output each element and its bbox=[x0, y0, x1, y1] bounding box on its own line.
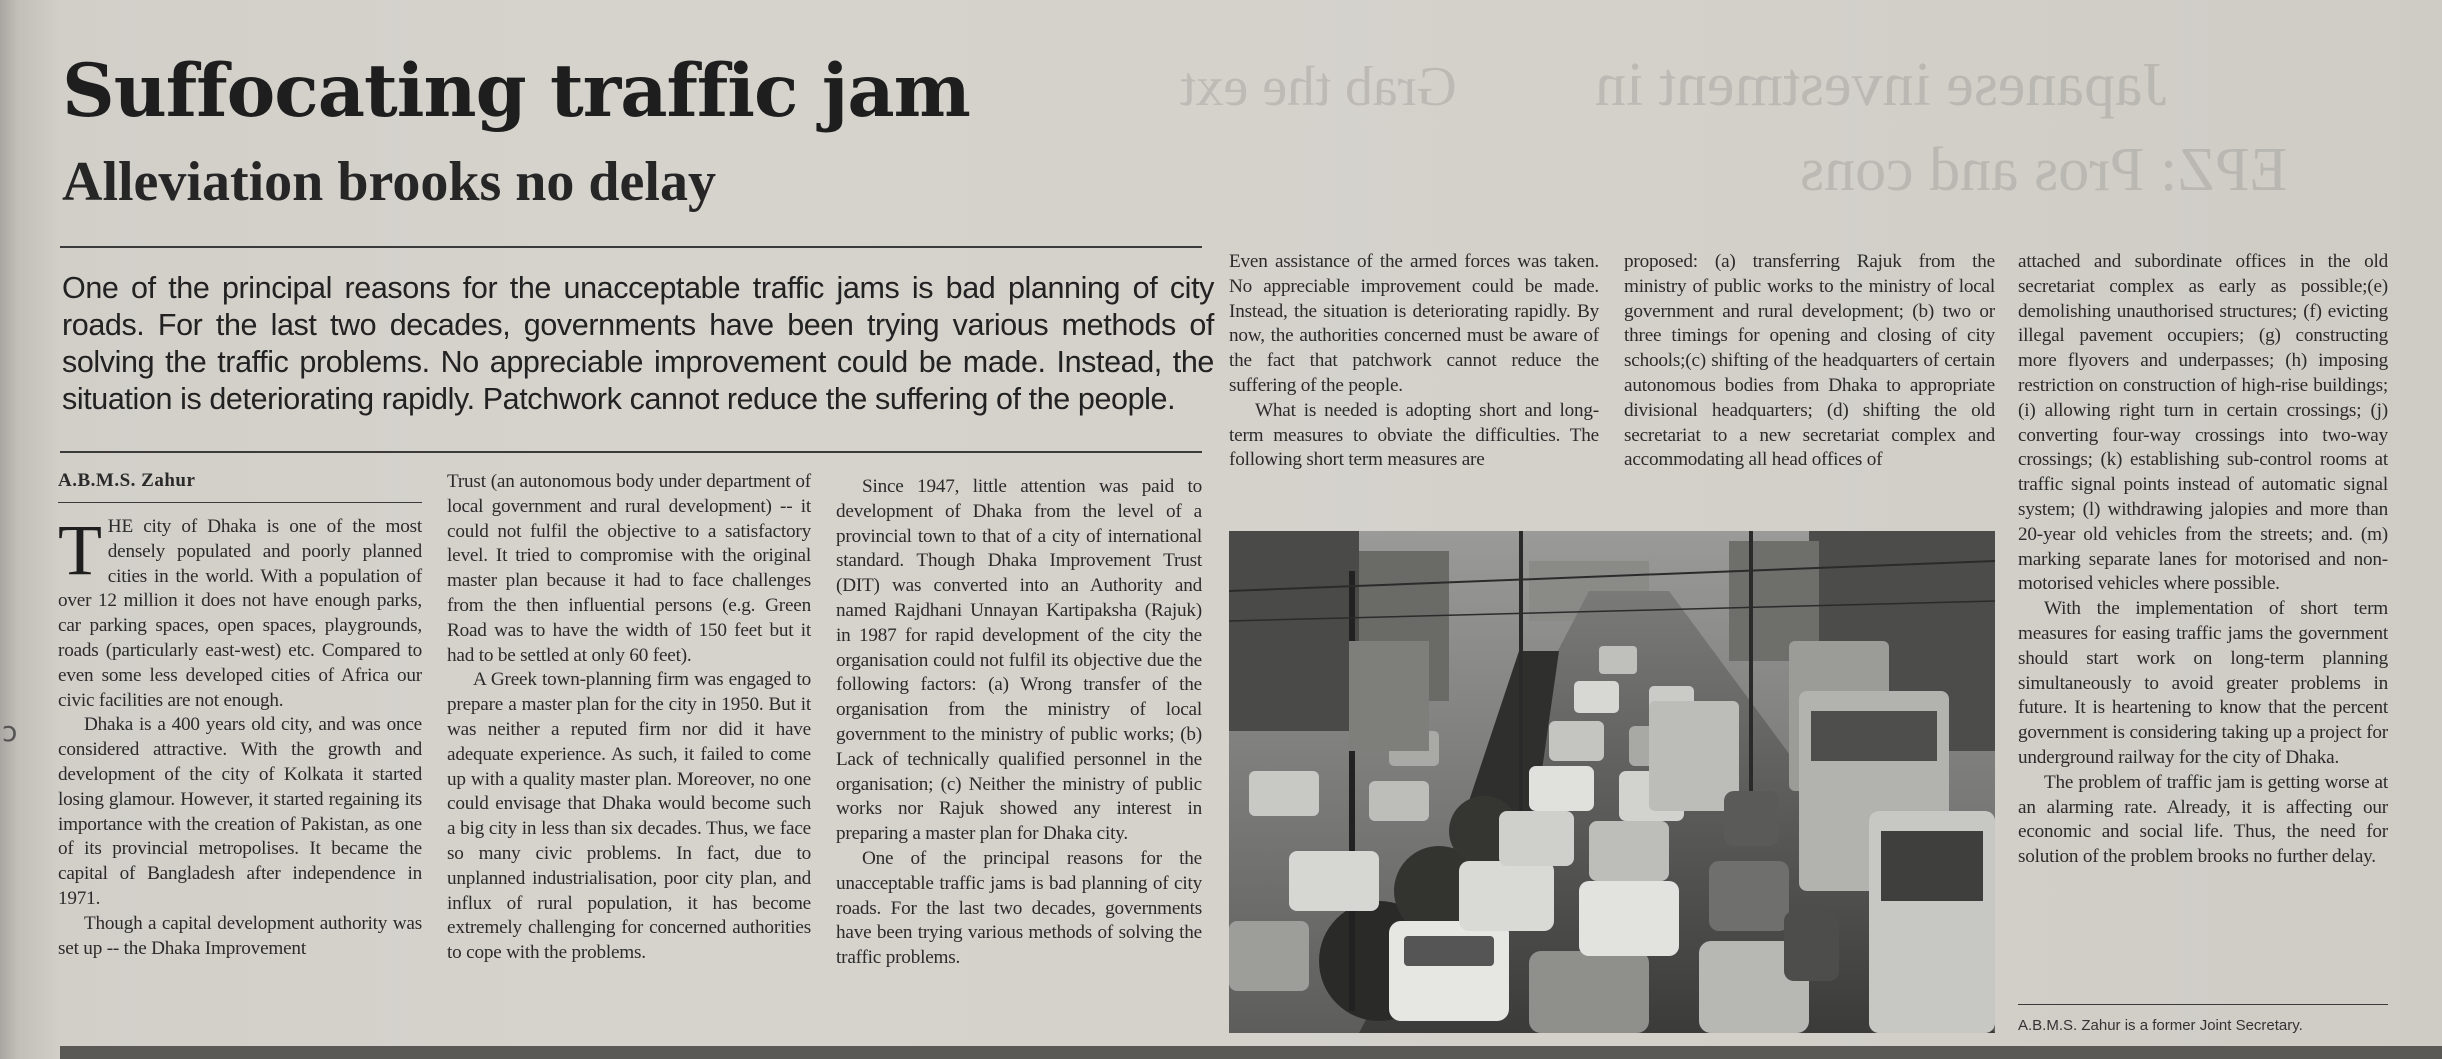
paragraph: Even assistance of the armed forces was taken. No appreciable improvement could be made. Instead, the situation is deteriorating rapidly. By now, the authorities concerned must be aware of the fact that patchwork cannot reduce the suffering of the people. bbox=[1229, 251, 1599, 396]
traffic-jam-image bbox=[1229, 531, 1995, 1033]
paragraph: attached and subordinate offices in the old secretariat complex as early as possible;(e) demolishing unauthorised structures; (f) evicting illegal pavement occupiers; (g) constructing more flyovers and underpasses; (h) imposing restriction on construction of high-rise buildings; (i) allowing right turn in certain crossings; (j) converting four-way crossings into two-way crossings; (k) establishing sub-control rooms at traffic signal points instead of automatic signal system; (l) withdrawing jalopies and more than 20-year old vehicles from the streets; and. (m) marking separate lanes for motorised and non-motorised vehicles where possible. bbox=[2018, 251, 2388, 595]
summary-intro: One of the principal reasons for the unacceptable traffic jams is bad planning of city roads. For the last two decades, governments have been trying various methods of solving the traffic problems. No appreciable improvement could be made. Instead, the situation is deteriorating rapidly. Patchwork cannot reduce the suffering of the people. bbox=[62, 271, 1214, 416]
column-1 bbox=[58, 510, 422, 961]
bottom-border bbox=[60, 1046, 2442, 1059]
show-through-text: EPZ: Pros and cons bbox=[1800, 136, 2288, 204]
author-note: A.B.M.S. Zahur is a former Joint Secretary. bbox=[2018, 1017, 2303, 1034]
show-through-text: Grab the ext bbox=[1180, 56, 1457, 118]
paragraph: A Greek town-planning firm was engaged to prepare a master plan for the city in 1950. But it was neither a reputed firm nor did it have adequate experience. As such, it failed to come up with a quality master plan. Moreover, no one could envisage that Dhaka would become such a big city in less than six decades. Thus, we face so many civic problems. In fact, due to unplanned industrialisation, poor city plan, and influx of rural population, it has become extremely challenging for concerned authorities to cope with the problems. bbox=[447, 669, 811, 964]
paragraph: proposed: (a) transferring Rajuk from the ministry of public works to the ministry of local government and rural development; (b) two or three timings for opening and closing of city schools;(c) shifting of the headquarters of certain autonomous bodies from Dhaka to appropriate divisional headquarters; (d) shifting the old secretariat to a new secretariat complex and accommodating all head offices of bbox=[1624, 251, 1995, 471]
paragraph: THE city of Dhaka is one of the most densely populated and poorly planned cities in the world. With a population of over 12 million it does not have enough parks, car parking spaces, open spaces, playgrounds, roads (particularly east-west) etc. Compared to even some less developed cities of Africa our civic facilities are not enough. bbox=[58, 510, 422, 711]
byline: A.B.M.S. Zahur bbox=[58, 470, 196, 491]
column-6 bbox=[2018, 250, 2388, 870]
paragraph: Dhaka is a 400 years old city, and was once considered attractive. With the growth and development of the city of Kolkata it started losing glamour. However, it started regaining its importance with the creation of Pakistan, as one of its provincial metropolises. It became the capital of Bangladesh after independence in 1971. bbox=[58, 714, 422, 909]
show-through-text: Japanese investment in bbox=[1595, 51, 2167, 119]
divider bbox=[60, 246, 1202, 248]
footer-rule bbox=[2018, 1004, 2388, 1005]
traffic-jam-photo bbox=[1229, 531, 1995, 1033]
column-2 bbox=[447, 470, 811, 966]
subheadline: Alleviation brooks no delay bbox=[62, 151, 716, 213]
column-4 bbox=[1229, 250, 1599, 473]
column-3 bbox=[836, 475, 1202, 971]
paragraph: Since 1947, little attention was paid to development of Dhaka from the level of a provincial town to that of a city of international standard. Though Dhaka Improvement Trust (DIT) was converted into an Authority and named Rajdhani Unnayan Kartipaksha (Rajuk) in 1987 for rapid development of the city the organisation could not fulfil its objective due the following factors: (a) Wrong transfer of the organisation from the ministry of local government to the ministry of public works; (b) Lack of technically qualified personnel in the organisation; (c) Neither the ministry of public works nor Rajuk showed any interest in preparing a master plan for Dhaka city. bbox=[836, 476, 1202, 845]
paragraph: Though a capital development authority was set up -- the Dhaka Improvement bbox=[58, 912, 422, 959]
paragraph: What is needed is adopting short and long-term measures to obviate the difficulties. The following short term measures are bbox=[1229, 399, 1599, 471]
paragraph: The problem of traffic jam is getting worse at an alarming rate. Already, it is affecting our economic and social life. Thus, the need for solution of the problem brooks no further delay. bbox=[2018, 771, 2388, 868]
margin-mark: ↄ bbox=[2, 715, 18, 748]
paragraph: Trust (an autonomous body under department of local government and rural development) -- it could not fulfil the objective to a satisfactory level. It tried to compromise with the original master plan because it had to face challenges from the then influential persons (e.g. Green Road was to have the width of 150 feet but it had to be settled at only 60 feet). bbox=[447, 471, 811, 666]
paragraph: With the implementation of short term measures for easing traffic jams the government should start work on long-term planning simultaneously to avoid greater problems in future. It is heartening to know that the percent government is considering taking up a project for underground railway for the city of Dhaka. bbox=[2018, 598, 2388, 768]
divider bbox=[60, 451, 1202, 453]
byline-rule bbox=[58, 502, 422, 503]
headline: Suffocating traffic jam bbox=[62, 48, 970, 134]
paragraph: One of the principal reasons for the unacceptable traffic jams is bad planning of city roads. For the last two decades, governments have been trying various methods of solving the traffic problems. bbox=[836, 847, 1202, 969]
drop-cap: T bbox=[58, 510, 102, 590]
column-5 bbox=[1624, 250, 1995, 473]
